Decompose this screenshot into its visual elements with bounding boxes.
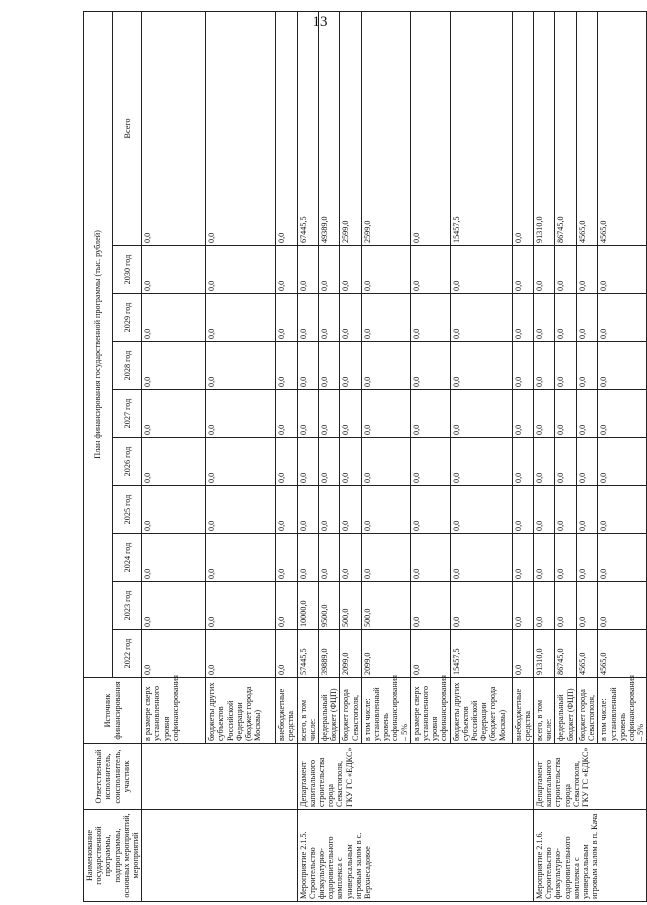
header-plan-group: План финансирования государственной программы (тыс. рублей) <box>84 11 113 677</box>
total-cell: 67445,5 <box>297 11 318 245</box>
year-value-cell: 2099,0 <box>340 630 361 678</box>
table-row <box>297 11 318 901</box>
year-value-cell: 0,0 <box>555 438 576 486</box>
year-value-cell: 0,0 <box>361 438 410 486</box>
responsible-cell <box>142 744 297 810</box>
year-value-cell: 91310,0 <box>534 630 555 678</box>
responsible-cell: Департамент капитального строительства города Севастополя, ГКУ ГС «ЕДКС» <box>534 744 647 810</box>
year-value-cell: 0,0 <box>142 294 206 342</box>
year-value-cell: 0,0 <box>340 486 361 534</box>
year-value-cell: 0,0 <box>576 486 597 534</box>
year-value-cell: 0,0 <box>598 246 647 294</box>
year-value-cell: 0,0 <box>206 390 276 438</box>
source-cell: в размере сверх установленного уровня софинансирования <box>142 678 206 744</box>
year-value-cell: 0,0 <box>276 246 297 294</box>
year-value-cell: 0,0 <box>555 486 576 534</box>
year-value-cell: 0,0 <box>276 390 297 438</box>
header-year: 2025 год <box>113 486 142 534</box>
year-value-cell: 0,0 <box>598 486 647 534</box>
year-value-cell: 0,0 <box>512 390 533 438</box>
total-cell: 2599,0 <box>361 11 410 245</box>
year-value-cell: 0,0 <box>206 582 276 630</box>
year-value-cell: 0,0 <box>576 534 597 582</box>
year-value-cell: 0,0 <box>340 246 361 294</box>
year-value-cell: 0,0 <box>555 342 576 390</box>
year-value-cell: 0,0 <box>534 294 555 342</box>
total-cell: 4565,0 <box>576 11 597 245</box>
total-cell: 0,0 <box>410 11 450 245</box>
year-value-cell: 0,0 <box>340 390 361 438</box>
year-value-cell: 0,0 <box>206 438 276 486</box>
year-value-cell: 0,0 <box>555 246 576 294</box>
year-value-cell: 0,0 <box>410 342 450 390</box>
year-value-cell: 0,0 <box>598 534 647 582</box>
source-cell: всего, в том числе: <box>297 678 318 744</box>
year-value-cell: 0,0 <box>410 294 450 342</box>
year-value-cell: 0,0 <box>576 390 597 438</box>
year-value-cell: 500,0 <box>361 582 410 630</box>
year-value-cell: 0,0 <box>534 534 555 582</box>
header-source: Источник финансирования <box>84 678 142 744</box>
year-value-cell: 0,0 <box>410 582 450 630</box>
measure-name-cell: Мероприятие 2.1.5. Строительство физкультурно-оздоровительного комплекса с универсальным игровым залом в с. Верхнесадовое <box>297 810 533 902</box>
year-value-cell: 0,0 <box>576 582 597 630</box>
year-value-cell: 0,0 <box>206 534 276 582</box>
year-value-cell: 0,0 <box>512 486 533 534</box>
year-value-cell: 0,0 <box>450 582 512 630</box>
year-value-cell: 0,0 <box>512 534 533 582</box>
source-cell: бюджет города Севастополя, <box>340 678 361 744</box>
year-value-cell: 0,0 <box>319 246 340 294</box>
year-value-cell: 0,0 <box>410 630 450 678</box>
year-value-cell: 0,0 <box>340 534 361 582</box>
header-year: 2026 год <box>113 438 142 486</box>
year-value-cell: 0,0 <box>450 294 512 342</box>
year-value-cell: 0,0 <box>512 582 533 630</box>
year-value-cell: 0,0 <box>361 534 410 582</box>
measure-name-cell <box>142 810 297 902</box>
year-value-cell: 57445,5 <box>297 630 318 678</box>
header-year: 2023 год <box>113 582 142 630</box>
year-value-cell: 2099,0 <box>361 630 410 678</box>
year-value-cell: 0,0 <box>297 534 318 582</box>
year-value-cell: 0,0 <box>576 342 597 390</box>
year-value-cell: 0,0 <box>206 246 276 294</box>
year-value-cell: 0,0 <box>534 390 555 438</box>
year-value-cell: 0,0 <box>512 246 533 294</box>
year-value-cell: 0,0 <box>555 534 576 582</box>
header-year: 2029 год <box>113 294 142 342</box>
year-value-cell: 39889,0 <box>319 630 340 678</box>
year-value-cell: 500,0 <box>340 582 361 630</box>
year-value-cell: 0,0 <box>142 486 206 534</box>
year-value-cell: 0,0 <box>206 486 276 534</box>
year-value-cell: 0,0 <box>276 294 297 342</box>
year-value-cell: 0,0 <box>142 582 206 630</box>
total-cell: 91310,0 <box>534 11 555 245</box>
source-cell: в размере сверх установленного уровня софинансирования <box>410 678 450 744</box>
year-value-cell: 0,0 <box>410 246 450 294</box>
year-value-cell: 0,0 <box>450 342 512 390</box>
year-value-cell: 0,0 <box>534 438 555 486</box>
total-cell: 4565,0 <box>598 11 647 245</box>
year-value-cell: 0,0 <box>534 582 555 630</box>
year-value-cell: 0,0 <box>297 294 318 342</box>
source-cell: федеральный бюджет (ФЦП) <box>319 678 340 744</box>
source-cell: бюджеты других субъектов Российской Федерации (бюджет города Москвы) <box>450 678 512 744</box>
year-value-cell: 0,0 <box>319 486 340 534</box>
header-year: 2027 год <box>113 390 142 438</box>
year-value-cell: 9500,0 <box>319 582 340 630</box>
year-value-cell: 0,0 <box>276 342 297 390</box>
year-value-cell: 0,0 <box>598 342 647 390</box>
year-value-cell: 0,0 <box>276 438 297 486</box>
source-cell: федеральный бюджет (ФЦП) <box>555 678 576 744</box>
year-value-cell: 0,0 <box>534 486 555 534</box>
year-value-cell: 0,0 <box>206 342 276 390</box>
year-value-cell: 0,0 <box>534 246 555 294</box>
year-value-cell: 0,0 <box>450 390 512 438</box>
rotated-table-wrapper <box>83 62 646 902</box>
year-value-cell: 0,0 <box>512 438 533 486</box>
page-number: 13 <box>312 14 328 30</box>
year-value-cell: 0,0 <box>410 438 450 486</box>
year-value-cell: 0,0 <box>450 438 512 486</box>
year-value-cell: 0,0 <box>206 630 276 678</box>
source-cell: внебюджетные средства <box>276 678 297 744</box>
header-year: 2028 год <box>113 342 142 390</box>
year-value-cell: 0,0 <box>512 294 533 342</box>
year-value-cell: 0,0 <box>410 390 450 438</box>
source-cell: внебюджетные средства <box>512 678 533 744</box>
responsible-cell: Департамент капитального строительства города Севастополя, ГКУ ГС «ЕДКС» <box>297 744 533 810</box>
year-value-cell: 0,0 <box>598 438 647 486</box>
year-value-cell: 0,0 <box>206 294 276 342</box>
year-value-cell: 0,0 <box>361 390 410 438</box>
year-value-cell: 0,0 <box>598 582 647 630</box>
financing-table <box>83 11 647 902</box>
year-value-cell: 0,0 <box>450 534 512 582</box>
year-value-cell: 4565,0 <box>598 630 647 678</box>
header-responsible: Ответственный исполнитель, соисполнитель, участник <box>84 744 142 810</box>
year-value-cell: 0,0 <box>319 438 340 486</box>
year-value-cell: 0,0 <box>142 438 206 486</box>
year-value-cell: 0,0 <box>276 582 297 630</box>
year-value-cell: 0,0 <box>340 294 361 342</box>
year-value-cell: 0,0 <box>598 294 647 342</box>
year-value-cell: 86745,0 <box>555 630 576 678</box>
year-value-cell: 0,0 <box>555 294 576 342</box>
header-year: 2030 год <box>113 246 142 294</box>
total-cell: 0,0 <box>206 11 276 245</box>
table-body <box>142 11 647 901</box>
year-value-cell: 15457,5 <box>450 630 512 678</box>
year-value-cell: 0,0 <box>297 486 318 534</box>
source-cell: всего, в том числе: <box>534 678 555 744</box>
total-cell: 15457,5 <box>450 11 512 245</box>
year-value-cell: 0,0 <box>297 246 318 294</box>
year-value-cell: 0,0 <box>361 294 410 342</box>
total-cell: 0,0 <box>142 11 206 245</box>
source-cell: бюджеты других субъектов Российской Федерации (бюджет города Москвы) <box>206 678 276 744</box>
total-cell: 0,0 <box>276 11 297 245</box>
table-row <box>142 11 206 901</box>
year-value-cell: 0,0 <box>319 534 340 582</box>
source-cell: бюджет города Севастополя, <box>576 678 597 744</box>
year-value-cell: 0,0 <box>142 630 206 678</box>
year-value-cell: 0,0 <box>276 486 297 534</box>
header-name: Наименование государственной программы, подпрограммы, основных мероприятий, мероприятий <box>84 810 142 902</box>
total-cell: 0,0 <box>512 11 533 245</box>
year-value-cell: 0,0 <box>276 630 297 678</box>
year-value-cell: 0,0 <box>361 342 410 390</box>
header-year: 2024 год <box>113 534 142 582</box>
year-value-cell: 4565,0 <box>576 630 597 678</box>
year-value-cell: 0,0 <box>297 438 318 486</box>
header-total: Всего <box>113 11 142 245</box>
year-value-cell: 0,0 <box>297 342 318 390</box>
year-value-cell: 0,0 <box>555 390 576 438</box>
year-value-cell: 0,0 <box>142 390 206 438</box>
source-cell: в том числе: установленный уровень софинансирования – 5% <box>361 678 410 744</box>
year-value-cell: 0,0 <box>142 534 206 582</box>
header-year: 2022 год <box>113 630 142 678</box>
year-value-cell: 0,0 <box>297 390 318 438</box>
year-value-cell: 0,0 <box>555 582 576 630</box>
year-value-cell: 0,0 <box>450 246 512 294</box>
year-value-cell: 0,0 <box>276 534 297 582</box>
year-value-cell: 0,0 <box>410 486 450 534</box>
year-value-cell: 0,0 <box>340 438 361 486</box>
year-value-cell: 0,0 <box>576 438 597 486</box>
year-value-cell: 0,0 <box>142 246 206 294</box>
year-value-cell: 0,0 <box>142 342 206 390</box>
measure-name-cell: Мероприятие 2.1.6. Строительство физкультурно-оздоровительного комплекса с универсальным игровым залом в п. Кача <box>534 810 647 902</box>
year-value-cell: 0,0 <box>598 390 647 438</box>
total-cell: 86745,0 <box>555 11 576 245</box>
year-value-cell: 0,0 <box>450 486 512 534</box>
source-cell: в том числе: установленный уровень софинансирования – 5% <box>598 678 647 744</box>
year-value-cell: 0,0 <box>534 342 555 390</box>
year-value-cell: 0,0 <box>576 246 597 294</box>
year-value-cell: 0,0 <box>319 390 340 438</box>
year-value-cell: 0,0 <box>361 246 410 294</box>
table-row <box>534 11 555 901</box>
year-value-cell: 0,0 <box>361 486 410 534</box>
year-value-cell: 0,0 <box>512 630 533 678</box>
year-value-cell: 0,0 <box>512 342 533 390</box>
year-value-cell: 0,0 <box>410 534 450 582</box>
year-value-cell: 0,0 <box>319 294 340 342</box>
year-value-cell: 10000,0 <box>297 582 318 630</box>
total-cell: 2599,0 <box>340 11 361 245</box>
year-value-cell: 0,0 <box>319 342 340 390</box>
year-value-cell: 0,0 <box>576 294 597 342</box>
year-value-cell: 0,0 <box>340 342 361 390</box>
total-cell: 49389,0 <box>319 11 340 245</box>
